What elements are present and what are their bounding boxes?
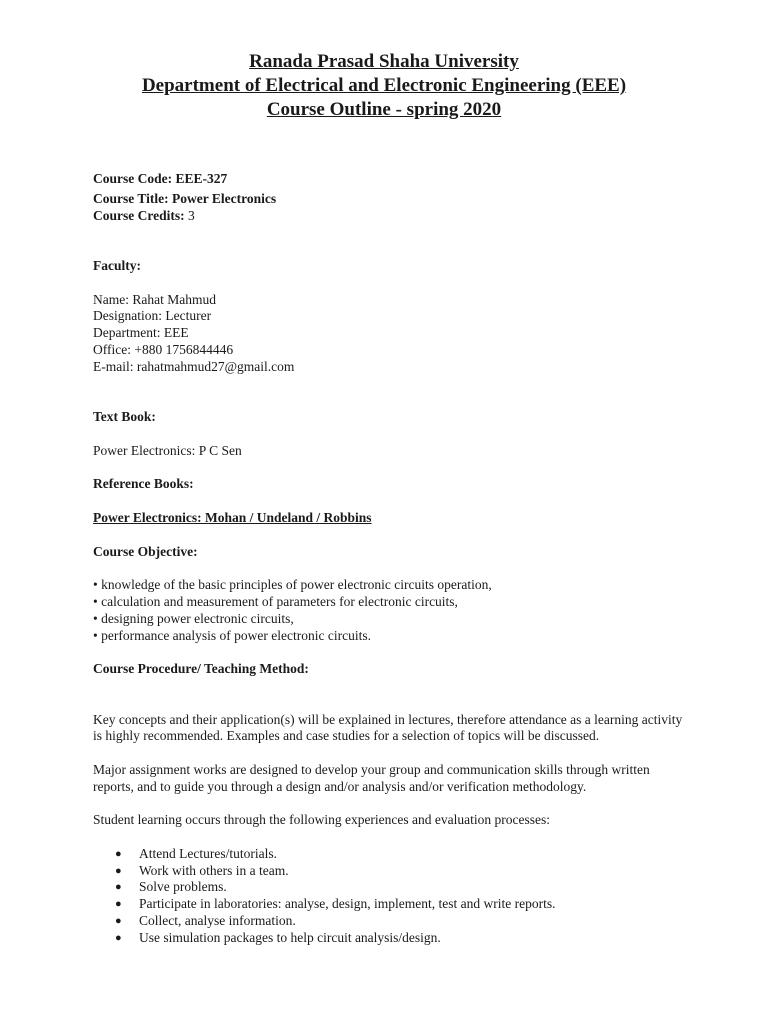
course-credits-label: Course Credits:: [93, 207, 185, 223]
objective-heading: Course Objective:: [93, 543, 198, 559]
list-item-text: Solve problems.: [139, 879, 227, 895]
list-item: [115, 846, 693, 863]
reference-book-item: Power Electronics: Mohan / Undeland / Robbins: [93, 509, 372, 525]
bullet-dot-icon: ●: [115, 847, 122, 860]
reference-books-heading: Reference Books:: [93, 476, 194, 492]
course-code: Course Code: EEE-327: [93, 171, 228, 186]
document-header: [0, 50, 768, 122]
course-credits: [93, 208, 693, 225]
list-item: [115, 930, 693, 947]
text-book-heading: Text Book:: [93, 409, 156, 425]
list-item: • performance analysis of power electronic circuits.: [93, 627, 371, 643]
list-item-text: Use simulation packages to help circuit analysis/design.: [139, 929, 441, 945]
list-item: [115, 896, 693, 913]
bullet-dot-icon: ●: [115, 915, 122, 928]
list-item: [115, 879, 693, 896]
list-item-text: Collect, analyse information.: [139, 913, 296, 929]
procedure-paragraph-1: Key concepts and their application(s) will be explained in lectures, therefore attendance as a learning activity is highly recommended. Examples and case studies for a selection of topics will be discussed.: [93, 711, 683, 744]
list-item-text: Attend Lectures/tutorials.: [139, 845, 277, 861]
list-item: • calculation and measurement of parameters for electronic circuits,: [93, 593, 458, 609]
faculty-name: Name: Rahat Mahmud: [93, 291, 216, 307]
department-title: Department of Electrical and Electronic Engineering (EEE): [141, 75, 627, 96]
course-title: Course Title: Power Electronics: [93, 190, 277, 206]
list-item-text: Participate in laboratories: analyse, design, implement, test and write reports.: [139, 896, 556, 912]
faculty-designation: Designation: Lecturer: [93, 308, 212, 324]
list-item-text: Work with others in a team.: [139, 862, 289, 878]
procedure-paragraph-3: Student learning occurs through the following experiences and evaluation processes:: [93, 812, 550, 828]
procedure-paragraph-2: Major assignment works are designed to develop your group and communication skills through written reports, and to guide you through a design and/or analysis and/or verification methodology.: [93, 761, 650, 794]
course-credits-value: 3: [184, 207, 195, 223]
faculty-email: E-mail: rahatmahmud27@gmail.com: [93, 358, 295, 374]
faculty-heading: Faculty:: [93, 257, 141, 273]
text-book-item: Power Electronics: P C Sen: [93, 442, 242, 458]
bullet-dot-icon: ●: [115, 898, 122, 911]
list-item: • designing power electronic circuits,: [93, 610, 294, 626]
faculty-office: Office: +880 1756844446: [93, 341, 234, 357]
faculty-department: Department: EEE: [93, 325, 189, 341]
list-item: [115, 863, 693, 880]
document-body: [93, 171, 693, 947]
bullet-dot-icon: ●: [115, 881, 122, 894]
learning-list: [93, 846, 693, 947]
list-item: [115, 913, 693, 930]
procedure-heading: Course Procedure/ Teaching Method:: [93, 661, 309, 677]
objective-list: [93, 577, 693, 644]
outline-title: Course Outline - spring 2020: [266, 99, 502, 120]
list-item: • knowledge of the basic principles of power electronic circuits operation,: [93, 577, 492, 593]
bullet-dot-icon: ●: [115, 864, 122, 877]
university-title: Ranada Prasad Shaha University: [249, 51, 519, 72]
bullet-dot-icon: ●: [115, 931, 122, 944]
